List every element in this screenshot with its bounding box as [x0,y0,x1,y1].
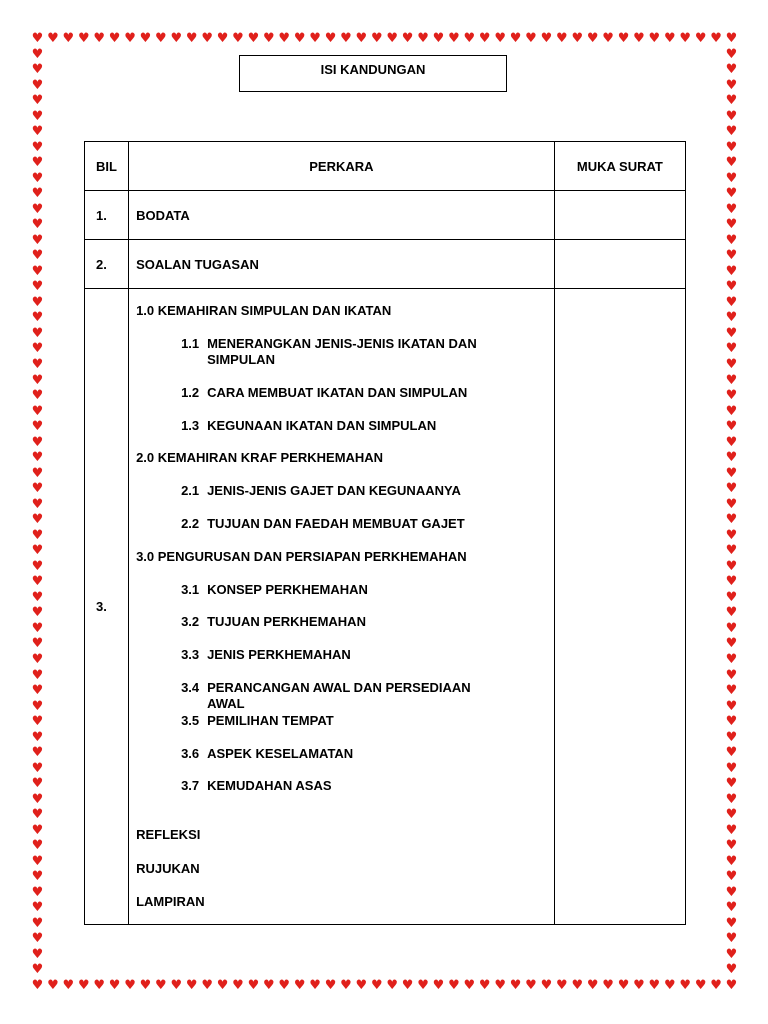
heart-icon: ♥ [31,108,44,124]
heart-icon: ♥ [725,186,738,202]
heart-icon: ♥ [31,791,44,807]
heart-icon: ♥ [31,155,44,171]
subsection-title: JENIS PERKHEMAHAN [207,647,351,663]
subsection-number: 2.2 [181,515,200,531]
heart-icon: ♥ [725,745,738,761]
heart-icon: ♥ [185,31,198,46]
subsection-item [136,680,554,713]
heart-icon: ♥ [725,294,738,310]
heart-icon: ♥ [725,310,738,326]
section-heading: 1.0 KEMAHIRAN SIMPULAN DAN IKATAN [136,303,392,318]
heart-icon: ♥ [370,31,383,46]
heart-icon: ♥ [725,496,738,512]
heart-icon: ♥ [263,31,275,46]
heart-icon: ♥ [185,978,198,993]
heart-icon: ♥ [401,31,414,46]
heart-icon: ♥ [247,31,260,46]
heart-icon: ♥ [31,543,44,559]
heart-icon: ♥ [31,232,44,248]
heart-icon: ♥ [31,962,44,978]
heart-icon: ♥ [725,667,738,683]
heart-icon: ♥ [494,978,506,993]
heart-icon: ♥ [247,978,260,993]
heart-icon: ♥ [31,589,44,605]
heart-icon: ♥ [725,962,738,978]
heart-icon: ♥ [725,807,738,823]
heart-icon: ♥ [725,605,738,621]
row-bil: 1. [85,191,129,240]
heart-icon: ♥ [617,31,630,46]
subsection-item [136,647,554,680]
subsection-item [136,713,554,746]
heart-icon: ♥ [725,201,738,217]
heart-icon: ♥ [463,978,476,993]
heart-icon: ♥ [602,31,614,46]
heart-icon: ♥ [31,325,44,341]
heart-icon: ♥ [31,419,44,435]
heart-icon: ♥ [725,651,738,667]
heart-icon: ♥ [31,667,44,683]
subsection-item [136,746,554,779]
heart-icon: ♥ [31,465,44,481]
subsection-item [136,614,554,647]
heart-icon: ♥ [725,465,738,481]
subsection-title: PERANCANGAN AWAL DAN PERSEDIAAN AWAL [207,679,471,711]
heart-icon: ♥ [725,481,738,497]
heart-icon: ♥ [31,574,44,590]
heart-icon: ♥ [725,279,738,295]
heart-icon: ♥ [31,558,44,574]
heart-icon: ♥ [386,978,399,993]
heart-icon: ♥ [309,31,321,46]
heart-icon: ♥ [31,776,44,792]
heart-icon: ♥ [31,853,44,869]
subsection-title: KEGUNAAN IKATAN DAN SIMPULAN [207,417,437,433]
table-row [85,240,686,289]
heart-icon: ♥ [31,760,44,776]
heart-icon: ♥ [139,978,152,993]
heart-icon: ♥ [31,714,44,730]
heart-icon: ♥ [509,31,522,46]
heart-icon: ♥ [31,279,44,295]
heart-icon: ♥ [31,372,44,388]
heart-icon: ♥ [432,978,445,993]
heart-icon: ♥ [556,978,568,993]
subsection-number: 3.4 [181,679,200,695]
heart-icon: ♥ [31,31,44,46]
heart-icon: ♥ [725,357,738,373]
heart-icon: ♥ [725,155,738,171]
heart-icon: ♥ [31,512,44,528]
heart-icon: ♥ [124,31,136,46]
heart-icon: ♥ [725,419,738,435]
heart-icon: ♥ [31,403,44,419]
heart-icon: ♥ [725,900,738,916]
heart-icon: ♥ [725,620,738,636]
heart-icon: ♥ [417,31,429,46]
subsection-number: 3.7 [181,778,200,794]
heart-icon: ♥ [31,683,44,699]
heart-icon: ♥ [586,31,599,46]
heart-icon: ♥ [355,31,368,46]
page-title: ISI KANDUNGAN [239,55,507,92]
heart-icon: ♥ [155,978,167,993]
heart-icon: ♥ [47,978,59,993]
heart-icon: ♥ [725,388,738,404]
heart-icon: ♥ [31,915,44,931]
heart-icon: ♥ [448,31,460,46]
heart-icon: ♥ [617,978,630,993]
heart-icon: ♥ [725,232,738,248]
heart-icon: ♥ [340,978,352,993]
heart-icon: ♥ [278,31,291,46]
header-perkara: PERKARA [129,142,555,191]
heart-icon: ♥ [725,341,738,357]
row-muka-surat [554,289,685,925]
heart-icon: ♥ [31,201,44,217]
heart-icon: ♥ [725,434,738,450]
heart-icon: ♥ [540,31,553,46]
heart-icon: ♥ [525,978,537,993]
subsection-item [136,483,554,516]
heart-icon: ♥ [725,683,738,699]
heart-icon: ♥ [725,372,738,388]
heart-icon: ♥ [170,978,183,993]
heart-icon: ♥ [31,838,44,854]
heart-icon: ♥ [509,978,522,993]
heart-icon: ♥ [725,93,738,109]
heart-icon: ♥ [31,77,44,93]
heart-icon: ♥ [725,543,738,559]
heart-icon: ♥ [694,978,707,993]
subsection-item [136,582,554,615]
heart-icon: ♥ [679,31,692,46]
row-perkara: SOALAN TUGASAN [129,240,555,289]
subsection-number: 3.5 [181,712,200,728]
heart-icon: ♥ [725,139,738,155]
heart-icon: ♥ [725,263,738,279]
subsection-number: 3.2 [181,614,200,630]
heart-icon: ♥ [170,31,183,46]
heart-icon: ♥ [725,31,738,46]
heart-icon: ♥ [725,822,738,838]
heart-icon: ♥ [725,558,738,574]
heart-icon: ♥ [648,31,661,46]
heart-icon: ♥ [525,31,537,46]
heart-icon: ♥ [324,978,337,993]
heart-icon: ♥ [494,31,506,46]
heart-icon: ♥ [31,869,44,885]
heart-icon: ♥ [93,31,106,46]
heart-icon: ♥ [62,31,75,46]
heart-icon: ♥ [725,884,738,900]
heart-icon: ♥ [31,186,44,202]
subsection-item [136,385,554,418]
heart-icon: ♥ [31,170,44,186]
heart-icon: ♥ [201,978,213,993]
heart-icon: ♥ [31,496,44,512]
heart-icon: ♥ [725,325,738,341]
row-perkara [129,289,555,925]
heart-icon: ♥ [694,31,707,46]
heart-icon: ♥ [725,248,738,264]
heart-icon: ♥ [293,978,306,993]
heart-icon: ♥ [725,729,738,745]
heart-icon: ♥ [31,388,44,404]
subsection-item [136,336,554,385]
heart-icon: ♥ [663,31,676,46]
heart-icon: ♥ [725,403,738,419]
row-bil: 3. [85,289,129,925]
heart-icon: ♥ [663,978,676,993]
heart-icon: ♥ [401,978,414,993]
heart-icon: ♥ [216,31,229,46]
row-perkara: BODATA [129,191,555,240]
heart-icon: ♥ [31,698,44,714]
heart-icon: ♥ [571,31,584,46]
subsection-number: 1.3 [181,417,200,433]
heart-icon: ♥ [232,31,244,46]
heart-icon: ♥ [478,978,491,993]
heart-icon: ♥ [725,760,738,776]
subsection-title: ASPEK KESELAMATAN [207,745,354,761]
subsection-number: 1.1 [181,335,200,351]
heart-icon: ♥ [478,31,491,46]
heart-icon: ♥ [31,605,44,621]
row-bil: 2. [85,240,129,289]
heart-icon: ♥ [31,651,44,667]
heart-icon: ♥ [340,31,352,46]
subsection-number: 3.3 [181,647,200,663]
heart-icon: ♥ [31,62,44,78]
heart-icon: ♥ [725,574,738,590]
heart-icon: ♥ [725,946,738,962]
subsection-title: CARA MEMBUAT IKATAN DAN SIMPULAN [207,384,468,400]
subsection-number: 1.2 [181,384,200,400]
heart-icon: ♥ [725,636,738,652]
heart-icon: ♥ [31,310,44,326]
heart-icon: ♥ [31,931,44,947]
row-muka-surat [554,240,685,289]
heart-icon: ♥ [725,838,738,854]
heart-icon: ♥ [633,978,645,993]
subsection-title: MENERANGKAN JENIS-JENIS IKATAN DAN SIMPULAN [207,335,477,367]
heart-icon: ♥ [355,978,368,993]
heart-icon: ♥ [31,93,44,109]
subsection-title: KEMUDAHAN ASAS [207,778,332,794]
heart-icon: ♥ [31,357,44,373]
heart-icon: ♥ [725,931,738,947]
table-header-row [85,142,686,191]
heart-icon: ♥ [710,978,722,993]
header-muka-surat: MUKA SURAT [554,142,685,191]
heart-icon: ♥ [648,978,661,993]
heart-icon: ♥ [31,745,44,761]
heart-icon: ♥ [725,77,738,93]
heart-icon: ♥ [463,31,476,46]
subsection-item [136,516,554,549]
heart-icon: ♥ [31,978,44,993]
heart-icon: ♥ [31,248,44,264]
heart-icon: ♥ [586,978,599,993]
heart-icon: ♥ [725,776,738,792]
row-muka-surat [554,191,685,240]
heart-icon: ♥ [432,31,445,46]
heart-icon: ♥ [31,124,44,140]
heart-icon: ♥ [293,31,306,46]
heart-icon: ♥ [31,450,44,466]
subsection-number: 3.1 [181,581,200,597]
heart-icon: ♥ [278,978,291,993]
heart-icon: ♥ [31,636,44,652]
heart-icon: ♥ [232,978,244,993]
heart-icon: ♥ [31,822,44,838]
heart-icon: ♥ [31,527,44,543]
heart-icon: ♥ [725,450,738,466]
heart-icon: ♥ [725,791,738,807]
heart-icon: ♥ [417,978,429,993]
heart-icon: ♥ [108,978,121,993]
heart-icon: ♥ [31,46,44,62]
heart-icon: ♥ [725,124,738,140]
subsection-title: PEMILIHAN TEMPAT [207,712,334,728]
heart-icon: ♥ [31,620,44,636]
heart-icon: ♥ [47,31,59,46]
heart-icon: ♥ [679,978,692,993]
heart-icon: ♥ [556,31,568,46]
heart-icon: ♥ [31,341,44,357]
heart-icon: ♥ [725,527,738,543]
heart-icon: ♥ [31,434,44,450]
heart-icon: ♥ [77,978,90,993]
subsection-title: TUJUAN DAN FAEDAH MEMBUAT GAJET [207,515,465,531]
section-heading: 3.0 PENGURUSAN DAN PERSIAPAN PERKHEMAHAN [136,548,467,564]
heart-icon: ♥ [31,884,44,900]
heart-icon: ♥ [31,217,44,233]
heart-icon: ♥ [725,170,738,186]
header-bil: BIL [85,142,129,191]
section-heading: 2.0 KEMAHIRAN KRAF PERKHEMAHAN [136,450,384,466]
heart-icon: ♥ [725,62,738,78]
subsection-item [136,418,554,451]
heart-icon: ♥ [108,31,121,46]
heart-icon: ♥ [31,481,44,497]
heart-icon: ♥ [448,978,460,993]
heart-icon: ♥ [725,853,738,869]
heart-icon: ♥ [602,978,614,993]
appendix-item: LAMPIRAN [136,894,205,910]
subsection-item [136,778,554,811]
heart-icon: ♥ [201,31,213,46]
table-row [85,191,686,240]
heart-icon: ♥ [62,978,75,993]
heart-icon: ♥ [31,729,44,745]
subsection-title: TUJUAN PERKHEMAHAN [207,614,366,630]
heart-icon: ♥ [725,589,738,605]
heart-icon: ♥ [725,512,738,528]
heart-icon: ♥ [324,31,337,46]
heart-icon: ♥ [710,31,722,46]
heart-icon: ♥ [263,978,275,993]
heart-icon: ♥ [77,31,90,46]
heart-icon: ♥ [725,915,738,931]
appendix-item: RUJUKAN [136,860,200,876]
contents-table [84,141,686,925]
heart-icon: ♥ [725,46,738,62]
heart-icon: ♥ [725,108,738,124]
heart-icon: ♥ [725,217,738,233]
heart-icon: ♥ [139,31,152,46]
heart-icon: ♥ [31,807,44,823]
appendix-item: REFLEKSI [136,827,201,843]
heart-icon: ♥ [31,263,44,279]
heart-icon: ♥ [124,978,136,993]
heart-icon: ♥ [725,869,738,885]
heart-icon: ♥ [31,946,44,962]
heart-icon: ♥ [370,978,383,993]
heart-icon: ♥ [93,978,106,993]
subsection-title: KONSEP PERKHEMAHAN [207,581,368,597]
heart-icon: ♥ [633,31,645,46]
heart-icon: ♥ [31,294,44,310]
subsection-number: 3.6 [181,745,200,761]
heart-icon: ♥ [309,978,321,993]
heart-icon: ♥ [386,31,399,46]
heart-icon: ♥ [155,31,167,46]
heart-icon: ♥ [31,900,44,916]
heart-icon: ♥ [31,139,44,155]
heart-icon: ♥ [725,714,738,730]
heart-icon: ♥ [216,978,229,993]
subsection-number: 2.1 [181,483,200,499]
heart-icon: ♥ [725,698,738,714]
heart-icon: ♥ [725,978,738,993]
table-row [85,289,686,925]
subsection-title: JENIS-JENIS GAJET DAN KEGUNAANYA [207,483,461,499]
heart-icon: ♥ [571,978,584,993]
heart-icon: ♥ [540,978,553,993]
